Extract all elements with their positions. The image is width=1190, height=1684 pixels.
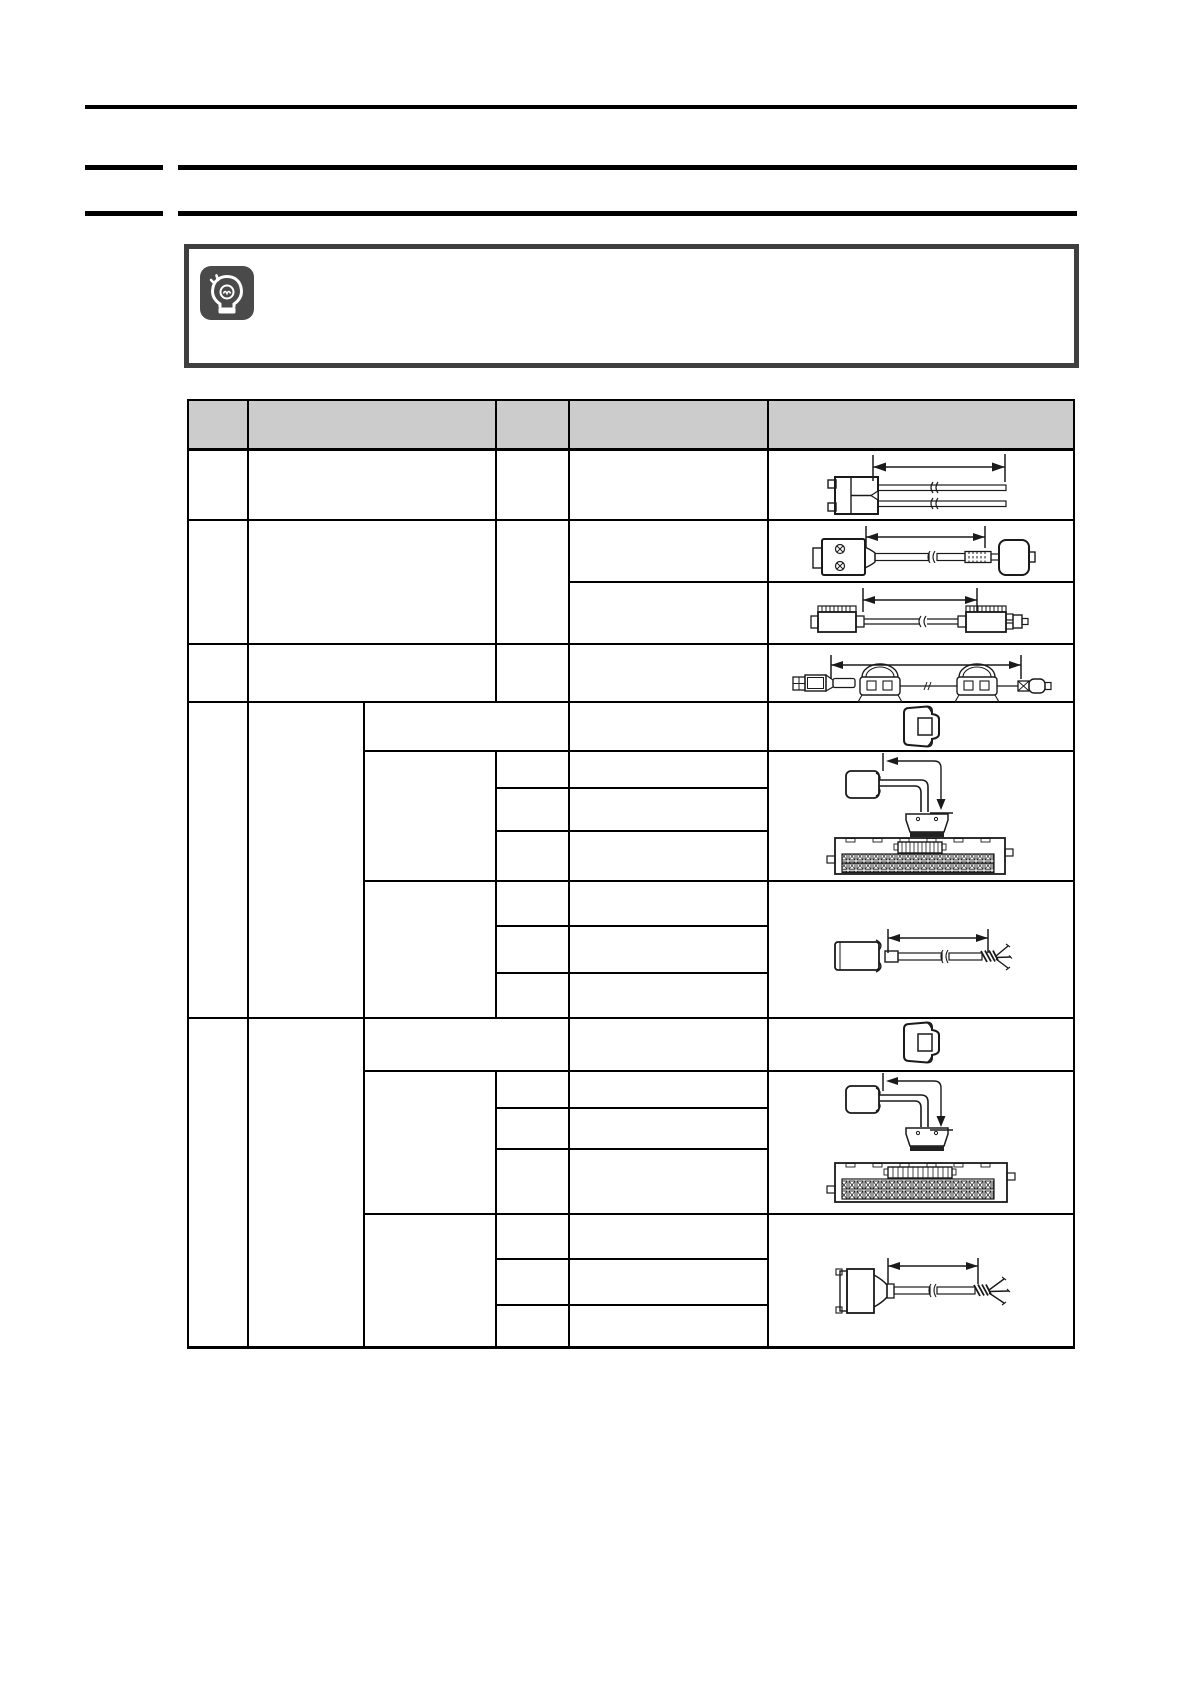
table-border-left — [187, 399, 189, 1349]
illustration-two-wire-connector-cable — [825, 452, 1015, 532]
table-row-line-15 — [363, 1213, 1075, 1215]
table-row-line-17 — [495, 1304, 769, 1306]
lightbulb-hint-icon — [200, 266, 254, 320]
table-border-col4 — [568, 399, 570, 1349]
table-border-col2 — [363, 701, 365, 1349]
table-row-line-13 — [495, 1107, 769, 1109]
section-rule-left-1 — [85, 165, 163, 170]
table-border-header-bottom — [187, 448, 1075, 451]
table-row-line-9 — [495, 925, 769, 927]
table-border-col3-a — [495, 399, 497, 701]
illustration-connector-shell-b — [896, 1019, 948, 1065]
table-row-line-8 — [363, 880, 1075, 882]
table-row-line-10 — [495, 972, 769, 974]
section-rule-right-2 — [178, 211, 1077, 216]
illustration-connector-shell-a — [896, 703, 948, 749]
table-row-line-7 — [495, 830, 769, 832]
illustration-terminal-block-unit-a — [824, 750, 1019, 880]
table-border-col3-c — [495, 1070, 497, 1349]
table-border-top — [187, 399, 1075, 401]
table-header-row — [187, 399, 1075, 450]
hint-note-box — [184, 244, 1079, 368]
table-row-line-2 — [568, 581, 1075, 583]
table-row-line-14 — [495, 1148, 769, 1150]
table-border-right — [1073, 399, 1075, 1349]
table-border-bottom — [187, 1346, 1075, 1349]
section-rule-left-2 — [85, 211, 163, 216]
illustration-dsub-to-round-connector-cable — [808, 524, 1036, 580]
table-border-col5 — [767, 399, 769, 1349]
illustration-loose-wire-cable-b — [832, 1256, 1014, 1320]
table-row-line-16 — [495, 1258, 769, 1260]
illustration-loose-wire-cable-a — [828, 926, 1013, 978]
table-border-col1 — [247, 399, 249, 1349]
table-row-line-6 — [495, 787, 769, 789]
illustration-terminal-block-unit-b — [824, 1070, 1019, 1213]
page-top-rule — [85, 105, 1077, 109]
illustration-half-pitch-connector-cable — [808, 586, 1043, 644]
section-rule-right-1 — [178, 165, 1077, 170]
illustration-usb-cable-with-ferrite-cores — [788, 653, 1054, 703]
table-border-col3-b — [495, 750, 497, 1017]
